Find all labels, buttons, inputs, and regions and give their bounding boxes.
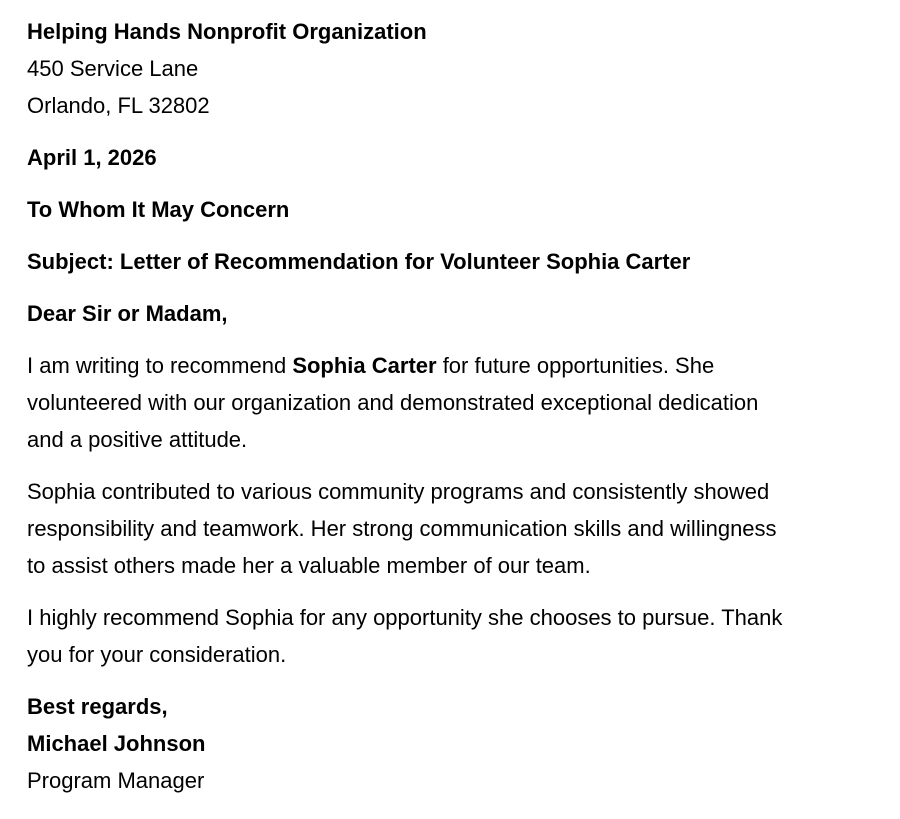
paragraph-1-text-before-name: I am writing to recommend [27,353,293,378]
body-paragraph-1-line-3: and a positive attitude. [27,427,248,452]
closing-block [27,688,880,799]
body-paragraph-2-line-3: to assist others made her a valuable member of our team. [27,553,591,578]
sender-address-city: Orlando, FL 32802 [27,93,210,118]
body-paragraph-2-line-1: Sophia contributed to various community programs and consistently showed [27,479,770,504]
sender-address-street: 450 Service Lane [27,56,199,81]
sender-organization: Helping Hands Nonprofit Organization [27,19,427,44]
volunteer-name-bold: Sophia Carter [292,353,437,378]
recipient-line: To Whom It May Concern [27,197,290,222]
salutation-block [27,295,880,332]
salutation-line: Dear Sir or Madam, [27,301,228,326]
body-paragraph-3 [27,599,880,673]
body-paragraph-1-line-2: volunteered with our organization and demonstrated exceptional dedication [27,390,759,415]
body-paragraph-2-line-2: responsibility and teamwork. Her strong communication skills and willingness [27,516,777,541]
sender-block [27,13,880,124]
body-paragraph-1 [27,347,880,458]
subject-line: Subject: Letter of Recommendation for Volunteer Sophia Carter [27,249,691,274]
body-paragraph-3-line-2: you for your consideration. [27,642,287,667]
signature-name: Michael Johnson [27,731,206,756]
body-paragraph-1-line-1 [27,347,880,384]
closing-sign-off: Best regards, [27,694,168,719]
body-paragraph-3-line-1: I highly recommend Sophia for any opportunity she chooses to pursue. Thank [27,605,783,630]
signature-title: Program Manager [27,768,205,793]
date-block [27,139,880,176]
subject-block [27,243,880,280]
recipient-block [27,191,880,228]
body-paragraph-2 [27,473,880,584]
paragraph-1-text-after-name: for future opportunities. She [436,353,715,378]
date-line: April 1, 2026 [27,145,157,170]
